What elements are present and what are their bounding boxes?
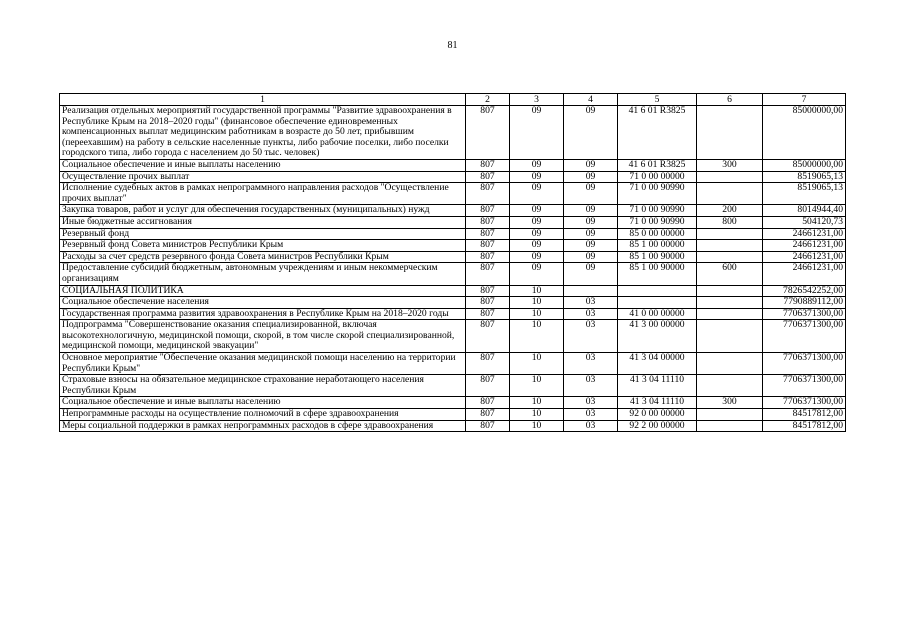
row-subsection-code: 03 <box>564 353 618 375</box>
row-subsection-code: 09 <box>564 216 618 228</box>
row-subsection-code: 09 <box>564 228 618 240</box>
row-target-code: 41 6 01 R3825 <box>618 106 697 160</box>
row-expense-type <box>697 353 763 375</box>
row-ministry-code: 807 <box>466 409 510 421</box>
row-amount: 8014944,40 <box>763 205 846 217</box>
row-ministry-code: 807 <box>466 397 510 409</box>
table-row <box>60 285 846 297</box>
row-amount: 7790889112,00 <box>763 297 846 309</box>
row-section-code: 10 <box>510 409 564 421</box>
row-name: Закупка товаров, работ и услуг для обеспечения государственных (муниципальных) нужд <box>60 205 466 217</box>
row-name: Расходы за счет средств резервного фонда Совета министров Республики Крым <box>60 251 466 263</box>
row-ministry-code: 807 <box>466 171 510 183</box>
row-expense-type <box>697 308 763 320</box>
row-expense-type <box>697 375 763 397</box>
row-expense-type <box>697 171 763 183</box>
row-ministry-code: 807 <box>466 159 510 171</box>
row-amount: 8519065,13 <box>763 183 846 205</box>
row-expense-type <box>697 320 763 353</box>
row-ministry-code: 807 <box>466 420 510 432</box>
row-amount: 7706371300,00 <box>763 397 846 409</box>
row-target-code: 41 3 04 11110 <box>618 397 697 409</box>
table-row <box>60 228 846 240</box>
row-ministry-code: 807 <box>466 216 510 228</box>
row-ministry-code: 807 <box>466 320 510 353</box>
row-target-code: 71 0 00 90990 <box>618 205 697 217</box>
row-amount: 7826542252,00 <box>763 285 846 297</box>
row-section-code: 09 <box>510 159 564 171</box>
row-target-code: 41 0 00 00000 <box>618 308 697 320</box>
row-name: Государственная программа развития здравоохранения в Республике Крым на 2018–2020 годы <box>60 308 466 320</box>
row-expense-type <box>697 240 763 252</box>
row-subsection-code: 09 <box>564 205 618 217</box>
row-name: Резервный фонд Совета министров Республики Крым <box>60 240 466 252</box>
table-row <box>60 216 846 228</box>
row-section-code: 09 <box>510 171 564 183</box>
column-header: 4 <box>564 94 618 106</box>
row-amount: 85000000,00 <box>763 106 846 160</box>
column-header: 6 <box>697 94 763 106</box>
table-row <box>60 159 846 171</box>
row-ministry-code: 807 <box>466 285 510 297</box>
table-row <box>60 106 846 160</box>
row-name: Исполнение судебных актов в рамках непрограммного направления расходов "Осуществление прочих выплат" <box>60 183 466 205</box>
row-amount: 7706371300,00 <box>763 320 846 353</box>
table-row <box>60 205 846 217</box>
row-target-code: 92 0 00 00000 <box>618 409 697 421</box>
row-subsection-code: 09 <box>564 251 618 263</box>
row-expense-type <box>697 228 763 240</box>
table-row <box>60 297 846 309</box>
row-expense-type: 300 <box>697 397 763 409</box>
column-header: 2 <box>466 94 510 106</box>
row-expense-type: 800 <box>697 216 763 228</box>
row-expense-type <box>697 285 763 297</box>
row-target-code: 71 0 00 90990 <box>618 216 697 228</box>
row-subsection-code: 09 <box>564 183 618 205</box>
row-section-code: 10 <box>510 397 564 409</box>
table-row <box>60 251 846 263</box>
page-number: 81 <box>447 40 458 51</box>
row-subsection-code: 09 <box>564 240 618 252</box>
row-section-code: 09 <box>510 251 564 263</box>
row-name: Осуществление прочих выплат <box>60 171 466 183</box>
row-expense-type <box>697 183 763 205</box>
row-ministry-code: 807 <box>466 263 510 285</box>
row-section-code: 09 <box>510 205 564 217</box>
row-section-code: 10 <box>510 285 564 297</box>
row-subsection-code: 09 <box>564 106 618 160</box>
row-target-code <box>618 285 697 297</box>
table-row <box>60 183 846 205</box>
row-subsection-code: 09 <box>564 171 618 183</box>
row-target-code: 71 0 00 00000 <box>618 171 697 183</box>
row-name: СОЦИАЛЬНАЯ ПОЛИТИКА <box>60 285 466 297</box>
row-amount: 8519065,13 <box>763 171 846 183</box>
column-header: 7 <box>763 94 846 106</box>
row-target-code: 85 1 00 90000 <box>618 251 697 263</box>
table-row <box>60 240 846 252</box>
row-amount: 84517812,00 <box>763 420 846 432</box>
row-subsection-code: 03 <box>564 409 618 421</box>
row-section-code: 09 <box>510 263 564 285</box>
table-row <box>60 353 846 375</box>
row-target-code: 85 1 00 90000 <box>618 263 697 285</box>
row-name: Меры социальной поддержки в рамках непрограммных расходов в сфере здравоохранения <box>60 420 466 432</box>
row-name: Основное мероприятие "Обеспечение оказания медицинской помощи населению на территории Республики Крым" <box>60 353 466 375</box>
row-subsection-code: 03 <box>564 375 618 397</box>
table-row <box>60 308 846 320</box>
budget-table <box>59 93 846 432</box>
table-row <box>60 320 846 353</box>
row-ministry-code: 807 <box>466 183 510 205</box>
row-section-code: 09 <box>510 106 564 160</box>
row-target-code: 41 3 00 00000 <box>618 320 697 353</box>
row-expense-type <box>697 297 763 309</box>
table-row <box>60 420 846 432</box>
row-section-code: 10 <box>510 308 564 320</box>
row-name: Резервный фонд <box>60 228 466 240</box>
row-expense-type: 200 <box>697 205 763 217</box>
row-target-code: 41 3 04 11110 <box>618 375 697 397</box>
row-section-code: 09 <box>510 240 564 252</box>
row-section-code: 10 <box>510 320 564 353</box>
row-amount: 504120,73 <box>763 216 846 228</box>
row-subsection-code: 03 <box>564 297 618 309</box>
row-name: Социальное обеспечение населения <box>60 297 466 309</box>
row-ministry-code: 807 <box>466 251 510 263</box>
row-section-code: 10 <box>510 375 564 397</box>
row-name: Подпрограмма "Совершенствование оказания специализированной, включая высокотехнологичную, медицинской помощи, скорой, в том числе скорой специализированной, медицинской помощи, медицинской эвакуации" <box>60 320 466 353</box>
row-subsection-code <box>564 285 618 297</box>
row-amount: 24661231,00 <box>763 263 846 285</box>
row-ministry-code: 807 <box>466 353 510 375</box>
row-expense-type <box>697 409 763 421</box>
row-subsection-code: 09 <box>564 159 618 171</box>
row-amount: 7706371300,00 <box>763 375 846 397</box>
row-name: Предоставление субсидий бюджетным, автономным учреждениям и иным некоммерческим организациям <box>60 263 466 285</box>
row-expense-type <box>697 251 763 263</box>
row-amount: 24661231,00 <box>763 251 846 263</box>
row-name: Иные бюджетные ассигнования <box>60 216 466 228</box>
row-subsection-code: 09 <box>564 263 618 285</box>
row-ministry-code: 807 <box>466 240 510 252</box>
row-name: Социальное обеспечение и иные выплаты населению <box>60 397 466 409</box>
row-amount: 24661231,00 <box>763 240 846 252</box>
row-section-code: 10 <box>510 297 564 309</box>
row-name: Непрограммные расходы на осуществление полномочий в сфере здравоохранения <box>60 409 466 421</box>
row-amount: 7706371300,00 <box>763 308 846 320</box>
row-section-code: 09 <box>510 183 564 205</box>
row-expense-type <box>697 420 763 432</box>
row-target-code: 41 6 01 R3825 <box>618 159 697 171</box>
row-ministry-code: 807 <box>466 375 510 397</box>
row-section-code: 09 <box>510 228 564 240</box>
header-row <box>60 94 846 106</box>
row-target-code: 41 3 04 00000 <box>618 353 697 375</box>
row-name: Реализация отдельных мероприятий государственной программы "Развитие здравоохранения в Республике Крым на 2018–2020 годы" (финансовое обеспечение единовременных компенсационных выплат медицинским работникам в возрасте до 50 лет, прибывшим (переехавшим) на работу в сельские населенные пункты, либо рабочие поселки, либо поселки городского типа, либо города с населением до 50 тыс. человек) <box>60 106 466 160</box>
table-row <box>60 375 846 397</box>
row-target-code: 92 2 00 00000 <box>618 420 697 432</box>
table-row <box>60 409 846 421</box>
row-target-code <box>618 297 697 309</box>
row-target-code: 85 0 00 00000 <box>618 228 697 240</box>
row-ministry-code: 807 <box>466 205 510 217</box>
row-amount: 85000000,00 <box>763 159 846 171</box>
row-expense-type: 600 <box>697 263 763 285</box>
row-section-code: 10 <box>510 353 564 375</box>
column-header: 5 <box>618 94 697 106</box>
column-header: 1 <box>60 94 466 106</box>
row-subsection-code: 03 <box>564 308 618 320</box>
row-amount: 24661231,00 <box>763 228 846 240</box>
row-ministry-code: 807 <box>466 228 510 240</box>
row-expense-type <box>697 106 763 160</box>
row-subsection-code: 03 <box>564 397 618 409</box>
row-name: Социальное обеспечение и иные выплаты населению <box>60 159 466 171</box>
row-subsection-code: 03 <box>564 320 618 353</box>
row-ministry-code: 807 <box>466 308 510 320</box>
row-ministry-code: 807 <box>466 106 510 160</box>
row-expense-type: 300 <box>697 159 763 171</box>
table-row <box>60 397 846 409</box>
row-subsection-code: 03 <box>564 420 618 432</box>
table-row <box>60 263 846 285</box>
row-section-code: 09 <box>510 216 564 228</box>
row-amount: 84517812,00 <box>763 409 846 421</box>
row-name: Страховые взносы на обязательное медицинское страхование неработающего населения Республики Крым <box>60 375 466 397</box>
row-target-code: 71 0 00 90990 <box>618 183 697 205</box>
row-section-code: 10 <box>510 420 564 432</box>
column-header: 3 <box>510 94 564 106</box>
row-ministry-code: 807 <box>466 297 510 309</box>
table-row <box>60 171 846 183</box>
row-target-code: 85 1 00 00000 <box>618 240 697 252</box>
row-amount: 7706371300,00 <box>763 353 846 375</box>
